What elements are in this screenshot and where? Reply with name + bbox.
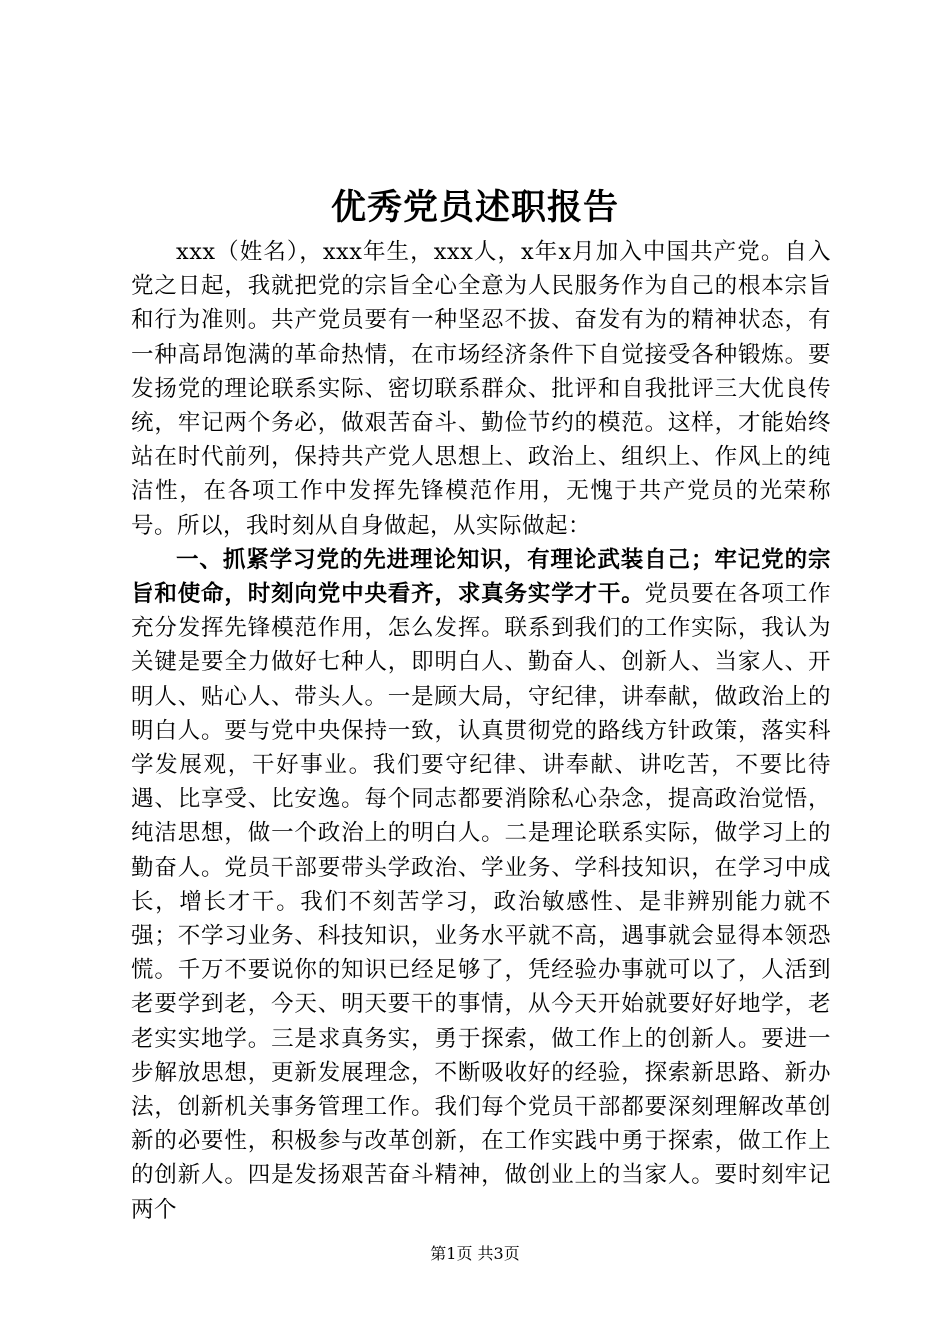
page-footer: 第1页 共3页 — [430, 1244, 520, 1263]
section-one-body: 党员要在各项工作充分发挥先锋模范作用，怎么发挥。联系到我们的工作实际，我认为关键是要全力做好七种人，即明白人、勤奋人、创新人、当家人、开明人、贴心人、带头人。一是顾大局，守纪律，讲奉献，做政治上的明白人。要与党中央保持一致，认真贯彻党的路线方针政策，落实科学发展观，干好事业。我们要守纪律、讲奉献、讲吃苦，不要比待遇、比享受、比安逸。每个同志都要消除私心杂念，提高政治觉悟，纯洁思想，做一个政治上的明白人。二是理论联系实际，做学习上的勤奋人。党员干部要带头学政治、学业务、学科技知识，在学习中成长，增长才干。我们不刻苦学习，政治敏感性、是非辨别能力就不强；不学习业务、科技知识，业务水平就不高，遇事就会显得本领恐慌。千万不要说你的知识已经足够了，凭经验办事就可以了，人活到老要学到老，今天、明天要干的事情，从今天开始就要好好地学，老老实实地学。三是求真务实，勇于探索，做工作上的创新人。要进一步解放思想，更新发展理念，不断吸收好的经验，探索新思路、新办法，创新机关事务管理工作。我们每个党员干部都要深刻理解改革创新的必要性，积极参与改革创新，在工作实践中勇于探索，做工作上的创新人。四是发扬艰苦奋斗精神，做创业上的当家人。要时刻牢记两个 — [131, 581, 831, 1223]
paragraph-section-one — [131, 543, 831, 1227]
paragraph-intro: xxx（姓名），xxx年生，xxx人，x年x月加入中国共产党。自入党之日起，我就把党的宗旨全心全意为人民服务作为自己的根本宗旨和行为准则。共产党员要有一种坚忍不拔、奋发有为的精神状态，有一种高昂饱满的革命热情，在市场经济条件下自觉接受各种锻炼。要发扬党的理论联系实际、密切联系群众、批评和自我批评三大优良传统，牢记两个务必，做艰苦奋斗、勤俭节约的模范。这样，才能始终站在时代前列，保持共产党人思想上、政治上、组织上、作风上的纯洁性，在各项工作中发挥先锋模范作用，无愧于共产党员的光荣称号。所以，我时刻从自身做起，从实际做起： — [131, 239, 831, 539]
document-title: 优秀党员述职报告 — [330, 187, 619, 228]
section-one-heading: 一、抓紧学习党的先进理论知识，有理论武装自己；牢记党的宗旨和使命，时刻向党中央看齐，求真务实学才干。 — [131, 546, 831, 608]
document-body — [131, 235, 831, 1227]
